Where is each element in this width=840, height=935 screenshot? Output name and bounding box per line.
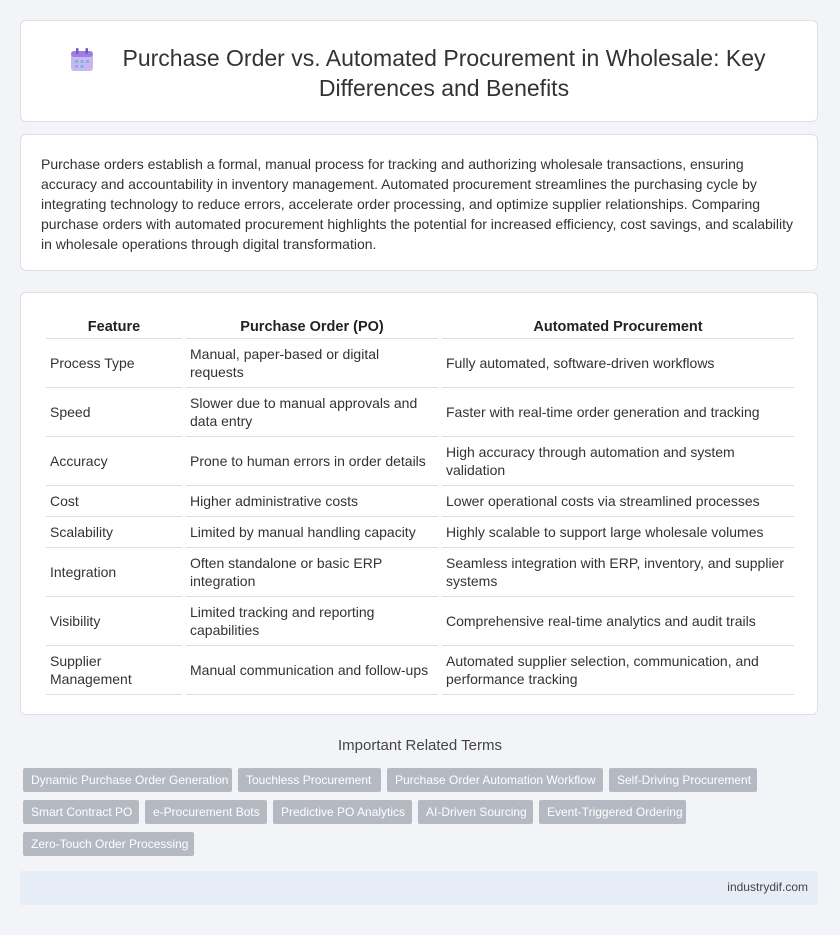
po-cell: Limited by manual handling capacity — [186, 517, 438, 548]
automated-cell: Fully automated, software-driven workflows — [442, 339, 794, 388]
intro-card — [20, 134, 818, 271]
po-cell: Manual communication and follow-ups — [186, 646, 438, 695]
header-automated-procurement: Automated Procurement — [442, 314, 794, 339]
header-purchase-order: Purchase Order (PO) — [186, 314, 438, 339]
automated-cell: Lower operational costs via streamlined processes — [442, 486, 794, 517]
table-row — [46, 339, 794, 388]
automated-cell: Highly scalable to support large wholesale volumes — [442, 517, 794, 548]
table-row — [46, 437, 794, 486]
tag-purchase-order-automation-workflow[interactable]: Purchase Order Automation Workflow — [387, 768, 603, 792]
automated-cell: Faster with real-time order generation and tracking — [442, 388, 794, 437]
tag-ai-driven-sourcing[interactable]: AI-Driven Sourcing — [418, 800, 533, 824]
footer — [20, 871, 818, 905]
feature-cell: Scalability — [46, 517, 182, 548]
table-row — [46, 486, 794, 517]
table-row — [46, 548, 794, 597]
page-title: Purchase Order vs. Automated Procurement in Wholesale: Key Differences and Benefits — [122, 45, 766, 101]
automated-cell: Seamless integration with ERP, inventory, and supplier systems — [442, 548, 794, 597]
comparison-table — [42, 314, 798, 695]
intro-paragraph: Purchase orders establish a formal, manual process for tracking and authorizing wholesale transactions, ensuring accuracy and accountability in inventory management. Automated procurement streamlines the purchasing cycle by integrating technology to reduce errors, accelerate order processing, and optimize supplier relationships. Comparing purchase orders with automated procurement highlights the potential for increased efficiency, cost savings, and scalability in wholesale operations through digital transformation. — [41, 156, 794, 252]
tag-predictive-po-analytics[interactable]: Predictive PO Analytics — [273, 800, 412, 824]
feature-cell: Integration — [46, 548, 182, 597]
tag-self-driving-procurement[interactable]: Self-Driving Procurement — [609, 768, 757, 792]
feature-cell: Cost — [46, 486, 182, 517]
table-row — [46, 597, 794, 646]
automated-cell: Comprehensive real-time analytics and audit trails — [442, 597, 794, 646]
automated-cell: High accuracy through automation and system validation — [442, 437, 794, 486]
po-cell: Often standalone or basic ERP integration — [186, 548, 438, 597]
tag-event-triggered-ordering[interactable]: Event-Triggered Ordering — [539, 800, 686, 824]
automated-cell: Automated supplier selection, communication, and performance tracking — [442, 646, 794, 695]
po-cell: Prone to human errors in order details — [186, 437, 438, 486]
feature-cell: Accuracy — [46, 437, 182, 486]
feature-cell: Speed — [46, 388, 182, 437]
header-feature: Feature — [46, 314, 182, 339]
title-card — [20, 20, 818, 122]
feature-cell: Visibility — [46, 597, 182, 646]
po-cell: Limited tracking and reporting capabilities — [186, 597, 438, 646]
table-row — [46, 517, 794, 548]
po-cell: Higher administrative costs — [186, 486, 438, 517]
feature-cell: Supplier Management — [46, 646, 182, 695]
tag-e-procurement-bots[interactable]: e-Procurement Bots — [145, 800, 267, 824]
po-cell: Slower due to manual approvals and data entry — [186, 388, 438, 437]
footer-site-link[interactable]: industrydif.com — [727, 880, 808, 894]
tag-touchless-procurement[interactable]: Touchless Procurement — [238, 768, 381, 792]
table-header-row — [46, 314, 794, 339]
related-terms-heading: Important Related Terms — [338, 737, 502, 754]
feature-cell: Process Type — [46, 339, 182, 388]
table-row — [46, 388, 794, 437]
tag-smart-contract-po[interactable]: Smart Contract PO — [23, 800, 139, 824]
tag-dynamic-purchase-order-generation[interactable]: Dynamic Purchase Order Generation — [23, 768, 232, 792]
comparison-card — [20, 292, 818, 715]
table-row — [46, 646, 794, 695]
tag-zero-touch-order-processing[interactable]: Zero-Touch Order Processing — [23, 832, 194, 856]
po-cell: Manual, paper-based or digital requests — [186, 339, 438, 388]
